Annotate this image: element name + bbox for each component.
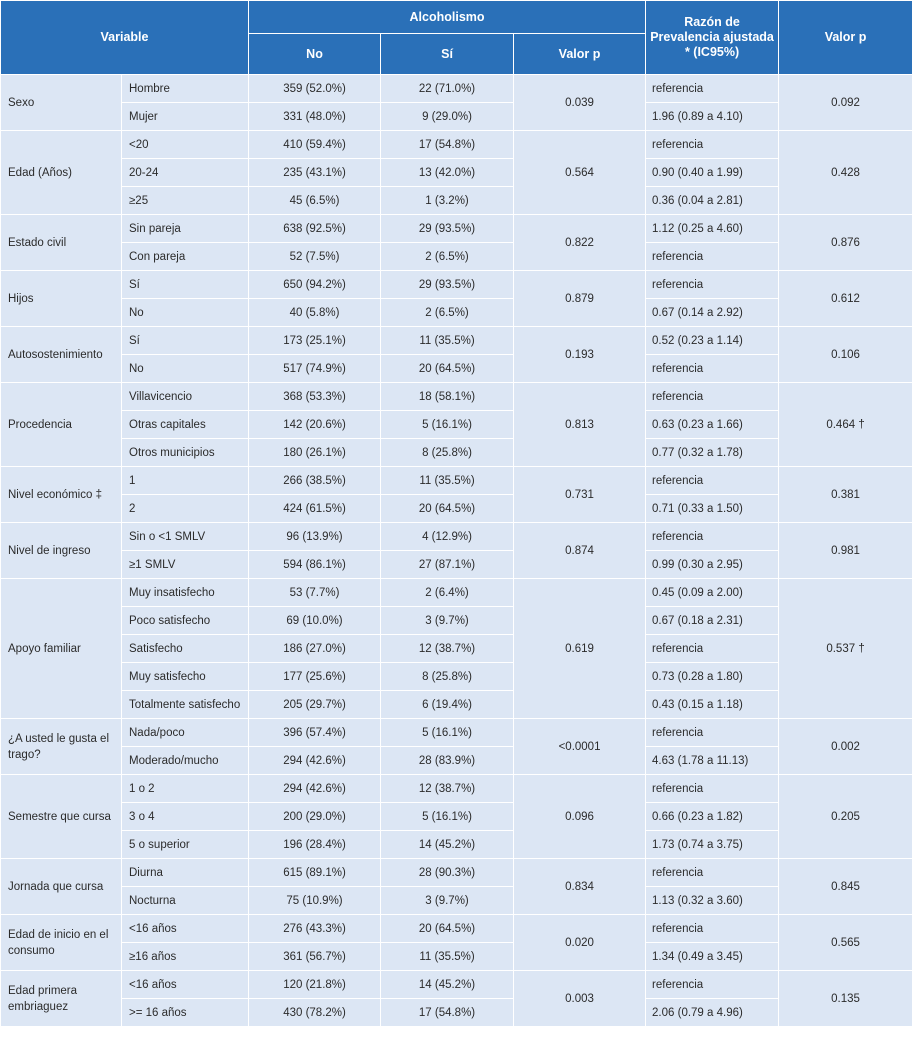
prevalence-ratio: 0.67 (0.14 a 2.92) <box>646 299 779 327</box>
count-no: 276 (43.3%) <box>249 915 381 943</box>
table-header <box>1 1 912 75</box>
variable-name: Sexo <box>1 75 122 131</box>
category-label: Nocturna <box>122 887 249 915</box>
category-label: Sí <box>122 271 249 299</box>
category-label: Con pareja <box>122 243 249 271</box>
prevalence-ratio: 1.34 (0.49 a 3.45) <box>646 943 779 971</box>
table-row <box>1 75 912 103</box>
count-no: 142 (20.6%) <box>249 411 381 439</box>
prevalence-ratio: 0.67 (0.18 a 2.31) <box>646 607 779 635</box>
prevalence-ratio: referencia <box>646 523 779 551</box>
prevalence-ratio: 0.71 (0.33 a 1.50) <box>646 495 779 523</box>
count-si: 17 (54.8%) <box>381 131 514 159</box>
header-alcoholismo: Alcoholismo <box>249 1 646 34</box>
prevalence-ratio: referencia <box>646 859 779 887</box>
count-no: 359 (52.0%) <box>249 75 381 103</box>
table-row <box>1 887 912 915</box>
count-si: 11 (35.5%) <box>381 943 514 971</box>
count-no: 368 (53.3%) <box>249 383 381 411</box>
prevalence-ratio: referencia <box>646 775 779 803</box>
prevalence-ratio: 0.52 (0.23 a 1.14) <box>646 327 779 355</box>
prevalence-ratio: referencia <box>646 915 779 943</box>
table-row <box>1 271 912 299</box>
table-row <box>1 635 912 663</box>
count-no: 294 (42.6%) <box>249 775 381 803</box>
count-no: 638 (92.5%) <box>249 215 381 243</box>
table-row <box>1 523 912 551</box>
count-no: 200 (29.0%) <box>249 803 381 831</box>
category-label: Diurna <box>122 859 249 887</box>
prevalence-ratio: 1.12 (0.25 a 4.60) <box>646 215 779 243</box>
p-value-adjusted: 0.135 <box>779 971 912 1027</box>
table-row <box>1 467 912 495</box>
table-row <box>1 215 912 243</box>
p-value: <0.0001 <box>514 719 646 775</box>
category-label: Moderado/mucho <box>122 747 249 775</box>
prevalence-ratio: 0.73 (0.28 a 1.80) <box>646 663 779 691</box>
prevalence-ratio: 0.66 (0.23 a 1.82) <box>646 803 779 831</box>
category-label: Sin o <1 SMLV <box>122 523 249 551</box>
variable-name: Edad (Años) <box>1 131 122 215</box>
p-value: 0.731 <box>514 467 646 523</box>
table-row <box>1 719 912 747</box>
count-no: 96 (13.9%) <box>249 523 381 551</box>
category-label: Otras capitales <box>122 411 249 439</box>
table-row <box>1 327 912 355</box>
table-row <box>1 943 912 971</box>
count-si: 3 (9.7%) <box>381 607 514 635</box>
category-label: No <box>122 299 249 327</box>
category-label: 2 <box>122 495 249 523</box>
count-si: 28 (90.3%) <box>381 859 514 887</box>
prevalence-ratio: referencia <box>646 243 779 271</box>
count-no: 235 (43.1%) <box>249 159 381 187</box>
table-row <box>1 131 912 159</box>
count-no: 52 (7.5%) <box>249 243 381 271</box>
table-row <box>1 187 912 215</box>
category-label: <20 <box>122 131 249 159</box>
count-no: 45 (6.5%) <box>249 187 381 215</box>
count-no: 177 (25.6%) <box>249 663 381 691</box>
table-row <box>1 355 912 383</box>
prevalence-ratio: 0.36 (0.04 a 2.81) <box>646 187 779 215</box>
table-row <box>1 411 912 439</box>
variable-name: Nivel económico ‡ <box>1 467 122 523</box>
category-label: 5 o superior <box>122 831 249 859</box>
variable-name: Edad de inicio en el consumo <box>1 915 122 971</box>
count-no: 594 (86.1%) <box>249 551 381 579</box>
p-value: 0.879 <box>514 271 646 327</box>
prevalence-ratio: referencia <box>646 271 779 299</box>
count-si: 14 (45.2%) <box>381 831 514 859</box>
count-si: 12 (38.7%) <box>381 635 514 663</box>
count-no: 173 (25.1%) <box>249 327 381 355</box>
p-value-adjusted: 0.381 <box>779 467 912 523</box>
category-label: 20-24 <box>122 159 249 187</box>
table-row <box>1 775 912 803</box>
count-no: 430 (78.2%) <box>249 999 381 1027</box>
header-valor-p-adjusted: Valor p <box>779 1 912 75</box>
p-value-adjusted: 0.002 <box>779 719 912 775</box>
category-label: Nada/poco <box>122 719 249 747</box>
prevalence-ratio: 1.13 (0.32 a 3.60) <box>646 887 779 915</box>
prevalence-ratio: 1.73 (0.74 a 3.75) <box>646 831 779 859</box>
category-label: <16 años <box>122 915 249 943</box>
count-no: 196 (28.4%) <box>249 831 381 859</box>
prevalence-ratio: 0.45 (0.09 a 2.00) <box>646 579 779 607</box>
count-si: 18 (58.1%) <box>381 383 514 411</box>
table-body <box>1 75 912 1027</box>
count-no: 205 (29.7%) <box>249 691 381 719</box>
prevalence-ratio: referencia <box>646 971 779 999</box>
category-label: Satisfecho <box>122 635 249 663</box>
count-no: 615 (89.1%) <box>249 859 381 887</box>
variable-name: Autosostenimiento <box>1 327 122 383</box>
p-value-adjusted: 0.106 <box>779 327 912 383</box>
prevalence-ratio: 4.63 (1.78 a 11.13) <box>646 747 779 775</box>
table-row <box>1 495 912 523</box>
count-no: 120 (21.8%) <box>249 971 381 999</box>
table-row <box>1 439 912 467</box>
p-value: 0.619 <box>514 579 646 719</box>
count-si: 5 (16.1%) <box>381 719 514 747</box>
variable-name: Edad primera embriaguez <box>1 971 122 1027</box>
table-row <box>1 551 912 579</box>
p-value: 0.193 <box>514 327 646 383</box>
count-si: 17 (54.8%) <box>381 999 514 1027</box>
category-label: ≥1 SMLV <box>122 551 249 579</box>
table-row <box>1 383 912 411</box>
count-si: 5 (16.1%) <box>381 803 514 831</box>
p-value: 0.039 <box>514 75 646 131</box>
p-value-adjusted: 0.464 † <box>779 383 912 467</box>
table-row <box>1 747 912 775</box>
count-no: 40 (5.8%) <box>249 299 381 327</box>
category-label: >= 16 años <box>122 999 249 1027</box>
count-si: 9 (29.0%) <box>381 103 514 131</box>
count-si: 20 (64.5%) <box>381 495 514 523</box>
count-si: 2 (6.5%) <box>381 243 514 271</box>
category-label: No <box>122 355 249 383</box>
table-row <box>1 999 912 1027</box>
category-label: Otros municipios <box>122 439 249 467</box>
variable-name: Semestre que cursa <box>1 775 122 859</box>
category-label: Sí <box>122 327 249 355</box>
variable-name: Estado civil <box>1 215 122 271</box>
table-row <box>1 691 912 719</box>
p-value-adjusted: 0.428 <box>779 131 912 215</box>
header-razon-prevalencia: Razón de Prevalencia ajustada * (IC95%) <box>646 1 779 75</box>
prevalence-ratio: referencia <box>646 719 779 747</box>
category-label: ≥16 años <box>122 943 249 971</box>
variable-name: Procedencia <box>1 383 122 467</box>
count-no: 294 (42.6%) <box>249 747 381 775</box>
count-no: 396 (57.4%) <box>249 719 381 747</box>
count-no: 266 (38.5%) <box>249 467 381 495</box>
p-value: 0.822 <box>514 215 646 271</box>
p-value: 0.834 <box>514 859 646 915</box>
p-value-adjusted: 0.876 <box>779 215 912 271</box>
table-row <box>1 803 912 831</box>
count-si: 4 (12.9%) <box>381 523 514 551</box>
p-value: 0.874 <box>514 523 646 579</box>
table-row <box>1 831 912 859</box>
count-si: 1 (3.2%) <box>381 187 514 215</box>
header-si: Sí <box>381 34 514 75</box>
table-row <box>1 579 912 607</box>
count-si: 8 (25.8%) <box>381 439 514 467</box>
category-label: Villavicencio <box>122 383 249 411</box>
p-value-adjusted: 0.537 † <box>779 579 912 719</box>
count-no: 69 (10.0%) <box>249 607 381 635</box>
count-si: 11 (35.5%) <box>381 467 514 495</box>
table-row <box>1 607 912 635</box>
variable-name: ¿A usted le gusta el trago? <box>1 719 122 775</box>
prevalence-ratio: 1.96 (0.89 a 4.10) <box>646 103 779 131</box>
count-si: 29 (93.5%) <box>381 215 514 243</box>
category-label: 1 o 2 <box>122 775 249 803</box>
p-value: 0.003 <box>514 971 646 1027</box>
count-no: 331 (48.0%) <box>249 103 381 131</box>
count-no: 75 (10.9%) <box>249 887 381 915</box>
prevalence-ratio: 0.63 (0.23 a 1.66) <box>646 411 779 439</box>
count-no: 186 (27.0%) <box>249 635 381 663</box>
count-si: 29 (93.5%) <box>381 271 514 299</box>
category-label: Sin pareja <box>122 215 249 243</box>
count-si: 5 (16.1%) <box>381 411 514 439</box>
table-row <box>1 971 912 999</box>
prevalence-ratio: 2.06 (0.79 a 4.96) <box>646 999 779 1027</box>
count-si: 13 (42.0%) <box>381 159 514 187</box>
table-row <box>1 663 912 691</box>
prevalence-ratio: 0.99 (0.30 a 2.95) <box>646 551 779 579</box>
p-value-adjusted: 0.612 <box>779 271 912 327</box>
p-value: 0.096 <box>514 775 646 859</box>
p-value: 0.564 <box>514 131 646 215</box>
prevalence-ratio: referencia <box>646 355 779 383</box>
header-valor-p: Valor p <box>514 34 646 75</box>
p-value-adjusted: 0.981 <box>779 523 912 579</box>
count-si: 6 (19.4%) <box>381 691 514 719</box>
count-no: 53 (7.7%) <box>249 579 381 607</box>
count-no: 180 (26.1%) <box>249 439 381 467</box>
variable-name: Jornada que cursa <box>1 859 122 915</box>
count-si: 27 (87.1%) <box>381 551 514 579</box>
category-label: Mujer <box>122 103 249 131</box>
count-si: 2 (6.4%) <box>381 579 514 607</box>
count-si: 22 (71.0%) <box>381 75 514 103</box>
prevalence-ratio: referencia <box>646 75 779 103</box>
p-value-adjusted: 0.565 <box>779 915 912 971</box>
header-variable: Variable <box>1 1 249 75</box>
category-label: Muy insatisfecho <box>122 579 249 607</box>
prevalence-ratio: 0.90 (0.40 a 1.99) <box>646 159 779 187</box>
category-label: <16 años <box>122 971 249 999</box>
count-no: 361 (56.7%) <box>249 943 381 971</box>
table-row <box>1 915 912 943</box>
count-no: 650 (94.2%) <box>249 271 381 299</box>
count-si: 20 (64.5%) <box>381 355 514 383</box>
table-row <box>1 859 912 887</box>
prevalence-ratio: referencia <box>646 635 779 663</box>
p-value-adjusted: 0.845 <box>779 859 912 915</box>
count-si: 14 (45.2%) <box>381 971 514 999</box>
table-row <box>1 103 912 131</box>
category-label: 3 o 4 <box>122 803 249 831</box>
p-value: 0.813 <box>514 383 646 467</box>
p-value-adjusted: 0.092 <box>779 75 912 131</box>
prevalence-ratio: 0.43 (0.15 a 1.18) <box>646 691 779 719</box>
prevalence-ratio: referencia <box>646 383 779 411</box>
variable-name: Apoyo familiar <box>1 579 122 719</box>
category-label: Hombre <box>122 75 249 103</box>
table-row <box>1 243 912 271</box>
prevalence-ratio: 0.77 (0.32 a 1.78) <box>646 439 779 467</box>
variable-name: Nivel de ingreso <box>1 523 122 579</box>
count-si: 20 (64.5%) <box>381 915 514 943</box>
count-si: 28 (83.9%) <box>381 747 514 775</box>
category-label: 1 <box>122 467 249 495</box>
count-si: 11 (35.5%) <box>381 327 514 355</box>
category-label: Poco satisfecho <box>122 607 249 635</box>
p-value-adjusted: 0.205 <box>779 775 912 859</box>
count-si: 3 (9.7%) <box>381 887 514 915</box>
header-no: No <box>249 34 381 75</box>
table-row <box>1 299 912 327</box>
count-si: 2 (6.5%) <box>381 299 514 327</box>
category-label: ≥25 <box>122 187 249 215</box>
count-no: 410 (59.4%) <box>249 131 381 159</box>
variable-name: Hijos <box>1 271 122 327</box>
category-label: Muy satisfecho <box>122 663 249 691</box>
table-row <box>1 159 912 187</box>
prevalence-ratio: referencia <box>646 131 779 159</box>
category-label: Totalmente satisfecho <box>122 691 249 719</box>
p-value: 0.020 <box>514 915 646 971</box>
count-si: 12 (38.7%) <box>381 775 514 803</box>
count-no: 517 (74.9%) <box>249 355 381 383</box>
count-no: 424 (61.5%) <box>249 495 381 523</box>
count-si: 8 (25.8%) <box>381 663 514 691</box>
prevalence-ratio: referencia <box>646 467 779 495</box>
